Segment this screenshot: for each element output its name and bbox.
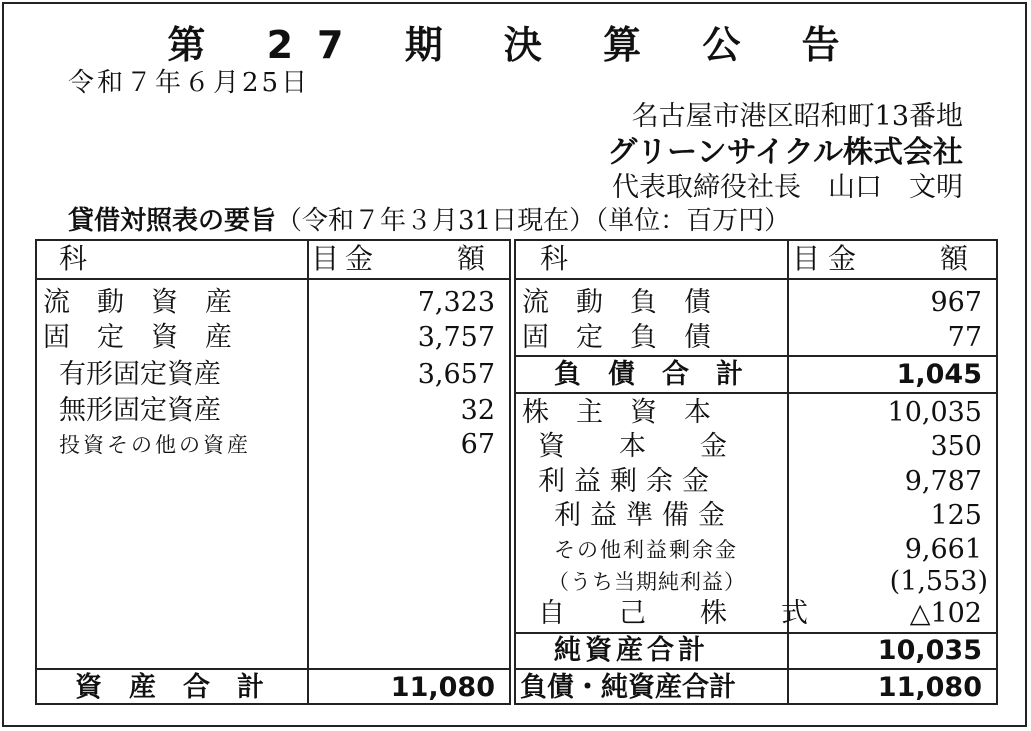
grand-total-label: 負債・純資産合計 [520, 672, 736, 703]
equity-value: △102 [909, 598, 982, 629]
balance-sheet-title [68, 204, 790, 238]
notice-date: 令和７年６月25日 [68, 68, 311, 98]
liabilities-total-top [516, 355, 996, 357]
balance-sheet-title-sub: （令和７年３月31日現在）（単位：百万円） [276, 206, 791, 236]
equity-value: 9,787 [904, 466, 982, 497]
liabilities-total-value: 1,045 [896, 359, 982, 390]
header-divider [37, 278, 509, 280]
assets-total-label: 資 産 合 計 [75, 672, 264, 703]
liabilities-equity-table [514, 239, 998, 705]
liabilities-total-bottom [516, 392, 996, 394]
assets-table [35, 239, 511, 705]
equity-value: 9,661 [904, 534, 982, 565]
grand-total-top [516, 668, 996, 670]
asset-value: 32 [460, 395, 495, 426]
asset-label: 無形固定資産 [59, 395, 221, 426]
asset-label: 流 動 資 産 [43, 287, 232, 318]
equity-label: その他利益剰余金 [554, 538, 738, 562]
equity-value: 125 [930, 500, 982, 531]
liability-label: 流 動 負 債 [522, 287, 711, 318]
assets-header-amount: 金 額 [345, 242, 486, 275]
assets-header-item: 科 目 [59, 242, 340, 275]
asset-label: 固 定 資 産 [43, 322, 232, 353]
liabilities-header-amount: 金 額 [828, 242, 969, 275]
balance-sheet-title-main: 貸借対照表の要旨 [68, 206, 277, 236]
liabilities-header-item: 科 目 [540, 242, 821, 275]
header-divider [516, 278, 996, 280]
equity-value: 10,035 [887, 397, 982, 428]
representative: 代表取締役社長 山口 文明 [612, 172, 963, 203]
company-name: グリーンサイクル株式会社 [607, 135, 963, 170]
equity-label: 利益準備金 [554, 500, 734, 531]
equity-total-label: 純資産合計 [554, 635, 709, 666]
equity-label: 利益剰余金 [538, 466, 718, 497]
assets-total-value: 11,080 [390, 672, 495, 703]
equity-label: 株 主 資 本 [522, 397, 711, 428]
equity-label: （うち当期純利益） [548, 570, 746, 594]
company-address: 名古屋市港区昭和町13番地 [631, 101, 963, 132]
asset-label: 有形固定資産 [59, 359, 221, 390]
column-divider [307, 241, 309, 703]
asset-value: 3,757 [417, 322, 495, 353]
equity-value: 350 [930, 431, 982, 462]
liabilities-total-label: 負 債 合 計 [554, 359, 743, 390]
liability-value: 967 [930, 287, 982, 318]
equity-value: (1,553) [889, 566, 988, 597]
equity-total-value: 10,035 [877, 635, 982, 666]
notice-title: 第 27 期 決 算 公 告 [167, 23, 864, 67]
grand-total-value: 11,080 [877, 672, 982, 703]
asset-value: 67 [460, 429, 495, 460]
liability-label: 固 定 負 債 [522, 322, 711, 353]
liability-value: 77 [947, 322, 982, 353]
asset-value: 3,657 [417, 359, 495, 390]
total-divider [37, 668, 509, 670]
asset-label: 投資その他の資産 [59, 433, 251, 457]
equity-label: 自 己 株 式 [538, 598, 808, 629]
asset-value: 7,323 [417, 287, 495, 318]
equity-label: 資 本 金 [538, 431, 727, 462]
